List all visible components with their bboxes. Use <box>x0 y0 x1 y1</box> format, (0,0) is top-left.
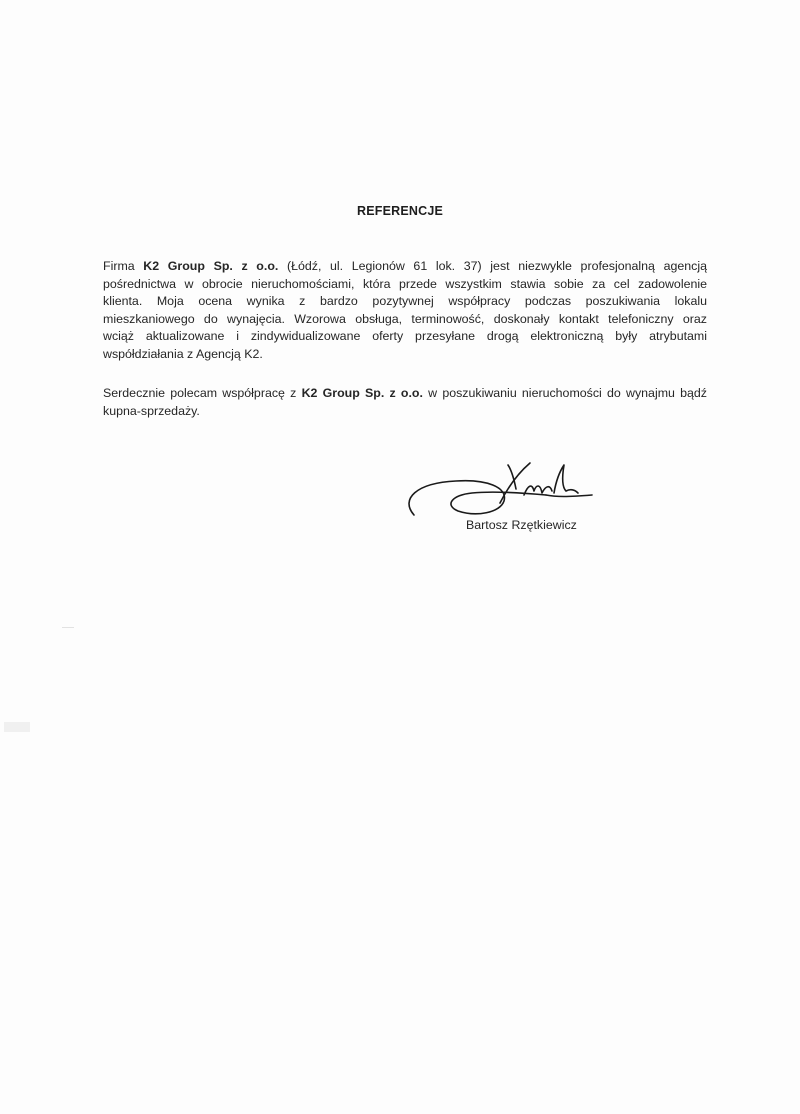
scan-artifact <box>4 722 30 732</box>
text-segment: w poszukiwaniu nieruchomości do wynajmu bądź <box>422 386 707 400</box>
signer-name: Bartosz Rzętkiewicz <box>466 518 577 532</box>
paragraph-line <box>103 258 707 276</box>
paragraph-recommendation <box>103 258 707 364</box>
text-segment: Serdecznie polecam współpracę z <box>103 386 302 400</box>
paragraph-line: mieszkaniowego do wynajęcia. Wzorowa obsługa, terminowość, doskonały kontakt telefoniczny oraz <box>103 311 707 326</box>
paragraph-line: klienta. Moja ocena wynika z bardzo pozytywnej współpracy podczas poszukiwania lokalu <box>103 294 707 309</box>
paragraph-line <box>103 385 707 403</box>
text-segment: Firma <box>103 259 144 273</box>
scan-artifact <box>62 627 74 628</box>
paragraph-line: wciąż aktualizowane i zindywidualizowane oferty przesyłane drogą elektroniczną były atrybutami <box>103 329 707 344</box>
company-name: K2 Group Sp. z o.o. <box>301 386 423 400</box>
paragraph-line: pośrednictwa w obrocie nieruchomościami, która przede wszystkim stawia sobie za cel zadowolenie <box>103 276 707 291</box>
text-segment: (Łódź, ul. Legionów 61 lok. 37) jest niezwykle profesjonalną agencją <box>278 259 707 273</box>
paragraph-closing <box>103 385 707 420</box>
paragraph-line: kupna-sprzedaży. <box>103 403 200 418</box>
paragraph-line: współdziałania z Agencją K2. <box>103 346 263 361</box>
company-name: K2 Group Sp. z o.o. <box>143 259 279 273</box>
document-title: REFERENCJE <box>356 204 444 218</box>
